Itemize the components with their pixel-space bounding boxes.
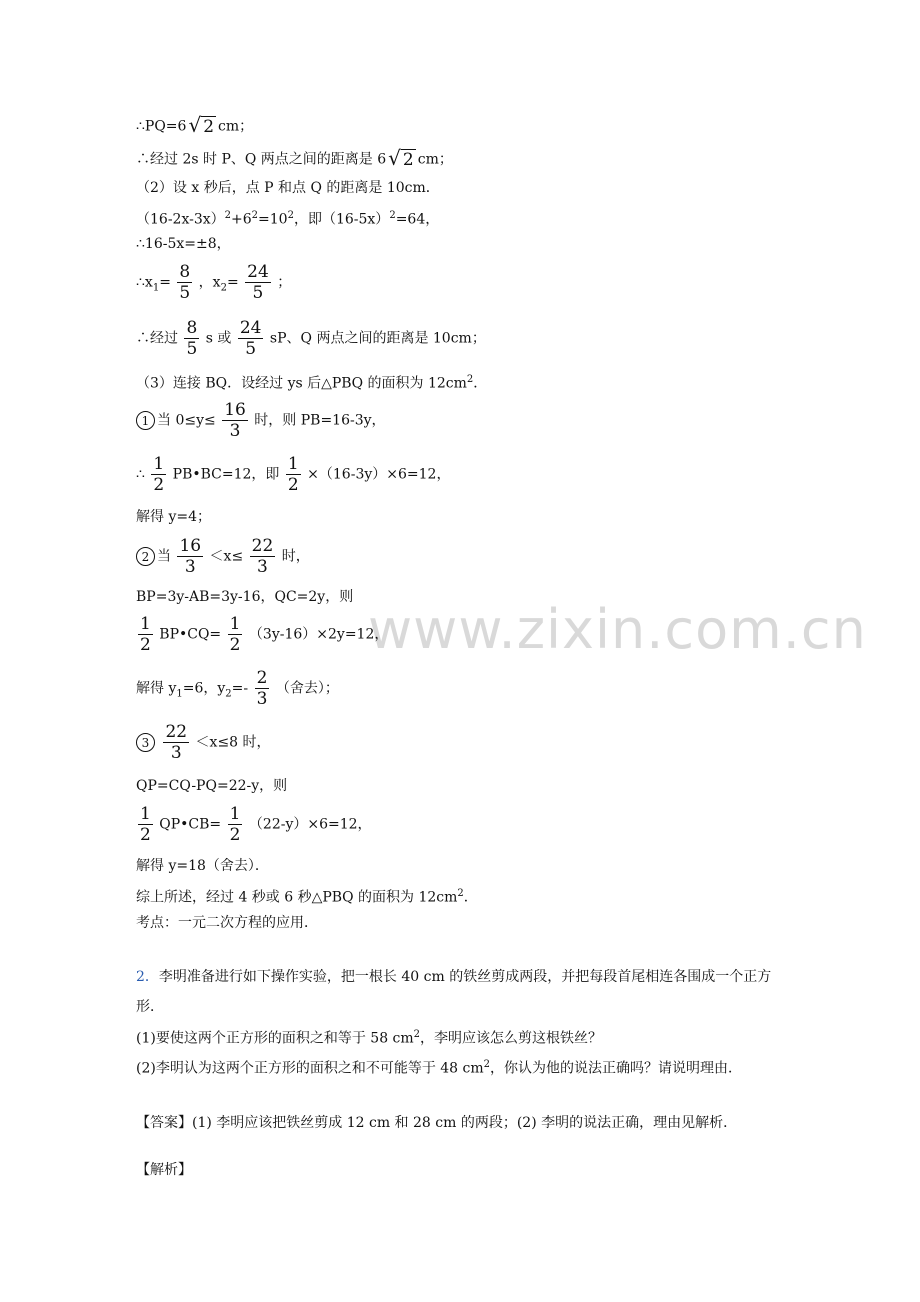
fraction: $\frac{1}{2}$ xyxy=(229,614,241,655)
solution-line-5: ∴16-5x=±8， xyxy=(136,236,231,252)
circled-number: 2 xyxy=(136,547,155,566)
sqrt-expression: √ 2 xyxy=(188,113,215,137)
question-number: 2． xyxy=(136,969,159,985)
solution-line-7: ∴经过 $\frac{8}{5}$ s 或 $\frac{24}{5}$ sP、Q 两点之间的距离是 10cm； xyxy=(136,318,486,359)
solution-summary: 综上所述，经过 4 秒或 6 秒△PBQ 的面积为 $12cm^2$． xyxy=(136,888,478,906)
fraction: $\frac{1}{2}$ xyxy=(229,804,241,845)
solution-line-2: ∴经过 2s 时 P、Q 两点之间的距离是 6 √ 2 cm； xyxy=(136,146,453,170)
watermark: www.zixin.com.cn xyxy=(368,598,867,661)
fraction: $\frac{22}{3}$ xyxy=(165,722,188,763)
solution-line-15: 解得 $y_1=6$，$y_2=-$ $\frac{2}{3}$ （舍去）； xyxy=(136,668,339,709)
solution-line-1: ∴PQ=6 √ 2 cm； xyxy=(136,113,254,137)
fraction: $\frac{22}{3}$ xyxy=(251,536,274,577)
fraction: $\frac{8}{5}$ xyxy=(186,318,198,359)
solution-line-19: 解得 y=18（舍去）． xyxy=(136,858,269,874)
solution-line-17: QP=CQ-PQ=22-y，则 xyxy=(136,778,288,794)
circled-number: 3 xyxy=(136,733,155,752)
case-3-line: 3 $\frac{22}{3}$ ＜x≤8 时， xyxy=(136,722,271,763)
solution-line-4: $(16-2x-3x)^2+6^2=10^2$，即$(16-5x)^2=64$， xyxy=(136,210,440,228)
knowledge-point: 考点：一元二次方程的应用． xyxy=(136,915,318,931)
fraction: $\frac{1}{2}$ xyxy=(153,454,165,495)
solution-line-8: （3）连接 BQ．设经过 ys 后△PBQ 的面积为 $12cm^2$． xyxy=(136,374,488,392)
fraction: $\frac{24}{5}$ xyxy=(247,262,269,303)
fraction: $\frac{2}{3}$ xyxy=(256,668,268,709)
question-2-stem: 2．李明准备进行如下操作实验，把一根长 40 cm 的铁丝剪成两段，并把每段首尾相连各围成一个正方形． xyxy=(136,969,772,1015)
analysis-heading: 【解析】 xyxy=(136,1162,192,1178)
solution-line-3: （2）设 x 秒后，点 P 和点 Q 的距离是 10cm． xyxy=(136,180,440,196)
solution-line-18: $\frac{1}{2}$ QP•CB= $\frac{1}{2}$ （22-y）×6=12， xyxy=(140,804,372,845)
solution-line-13: BP=3y-AB=3y-16，QC=2y，则 xyxy=(136,589,354,605)
fraction: $\frac{1}{2}$ xyxy=(140,614,151,655)
question-2-part-1: (1)要使这两个正方形的面积之和等于 58 $cm^2$，李明应该怎么剪这根铁丝？ xyxy=(136,1029,603,1047)
solution-line-11: 解得 y=4； xyxy=(136,509,211,525)
solution-line-10: ∴ $\frac{1}{2}$ PB•BC=12，即 $\frac{1}{2}$ ×（16-3y）×6=12， xyxy=(136,454,451,495)
sqrt-expression: √ 2 xyxy=(388,146,414,170)
fraction: $\frac{16}{3}$ xyxy=(224,400,246,441)
case-1-line: 1 当 0≤y≤ $\frac{16}{3}$ 时，则 PB=16-3y， xyxy=(136,400,386,441)
fraction: $\frac{1}{2}$ xyxy=(140,804,151,845)
question-2-part-2: (2)李明认为这两个正方形的面积之和不可能等于 48 $cm^2$，你认为他的说法正确吗？请说明理由． xyxy=(136,1059,743,1077)
answer: 【答案】(1) 李明应该把铁丝剪成 12 cm 和 28 cm 的两段；(2) 李明的说法正确，理由见解析． xyxy=(136,1115,738,1131)
solution-line-14: $\frac{1}{2}$ BP•CQ= $\frac{1}{2}$ （3y-16）×2y=12， xyxy=(140,614,389,655)
solution-line-6: $\therefore x_1=$ $\frac{8}{5}$ ，$x_2=$ $\frac{24}{5}$ ； xyxy=(136,262,292,303)
circled-number: 1 xyxy=(136,411,155,430)
fraction: $\frac{16}{3}$ xyxy=(179,536,202,577)
fraction: $\frac{24}{5}$ xyxy=(239,318,262,359)
case-2-line: 2 当 $\frac{16}{3}$ ＜x≤ $\frac{22}{3}$ 时， xyxy=(136,536,310,577)
fraction: $\frac{1}{2}$ xyxy=(287,454,299,495)
fraction: $\frac{8}{5}$ xyxy=(179,262,191,303)
